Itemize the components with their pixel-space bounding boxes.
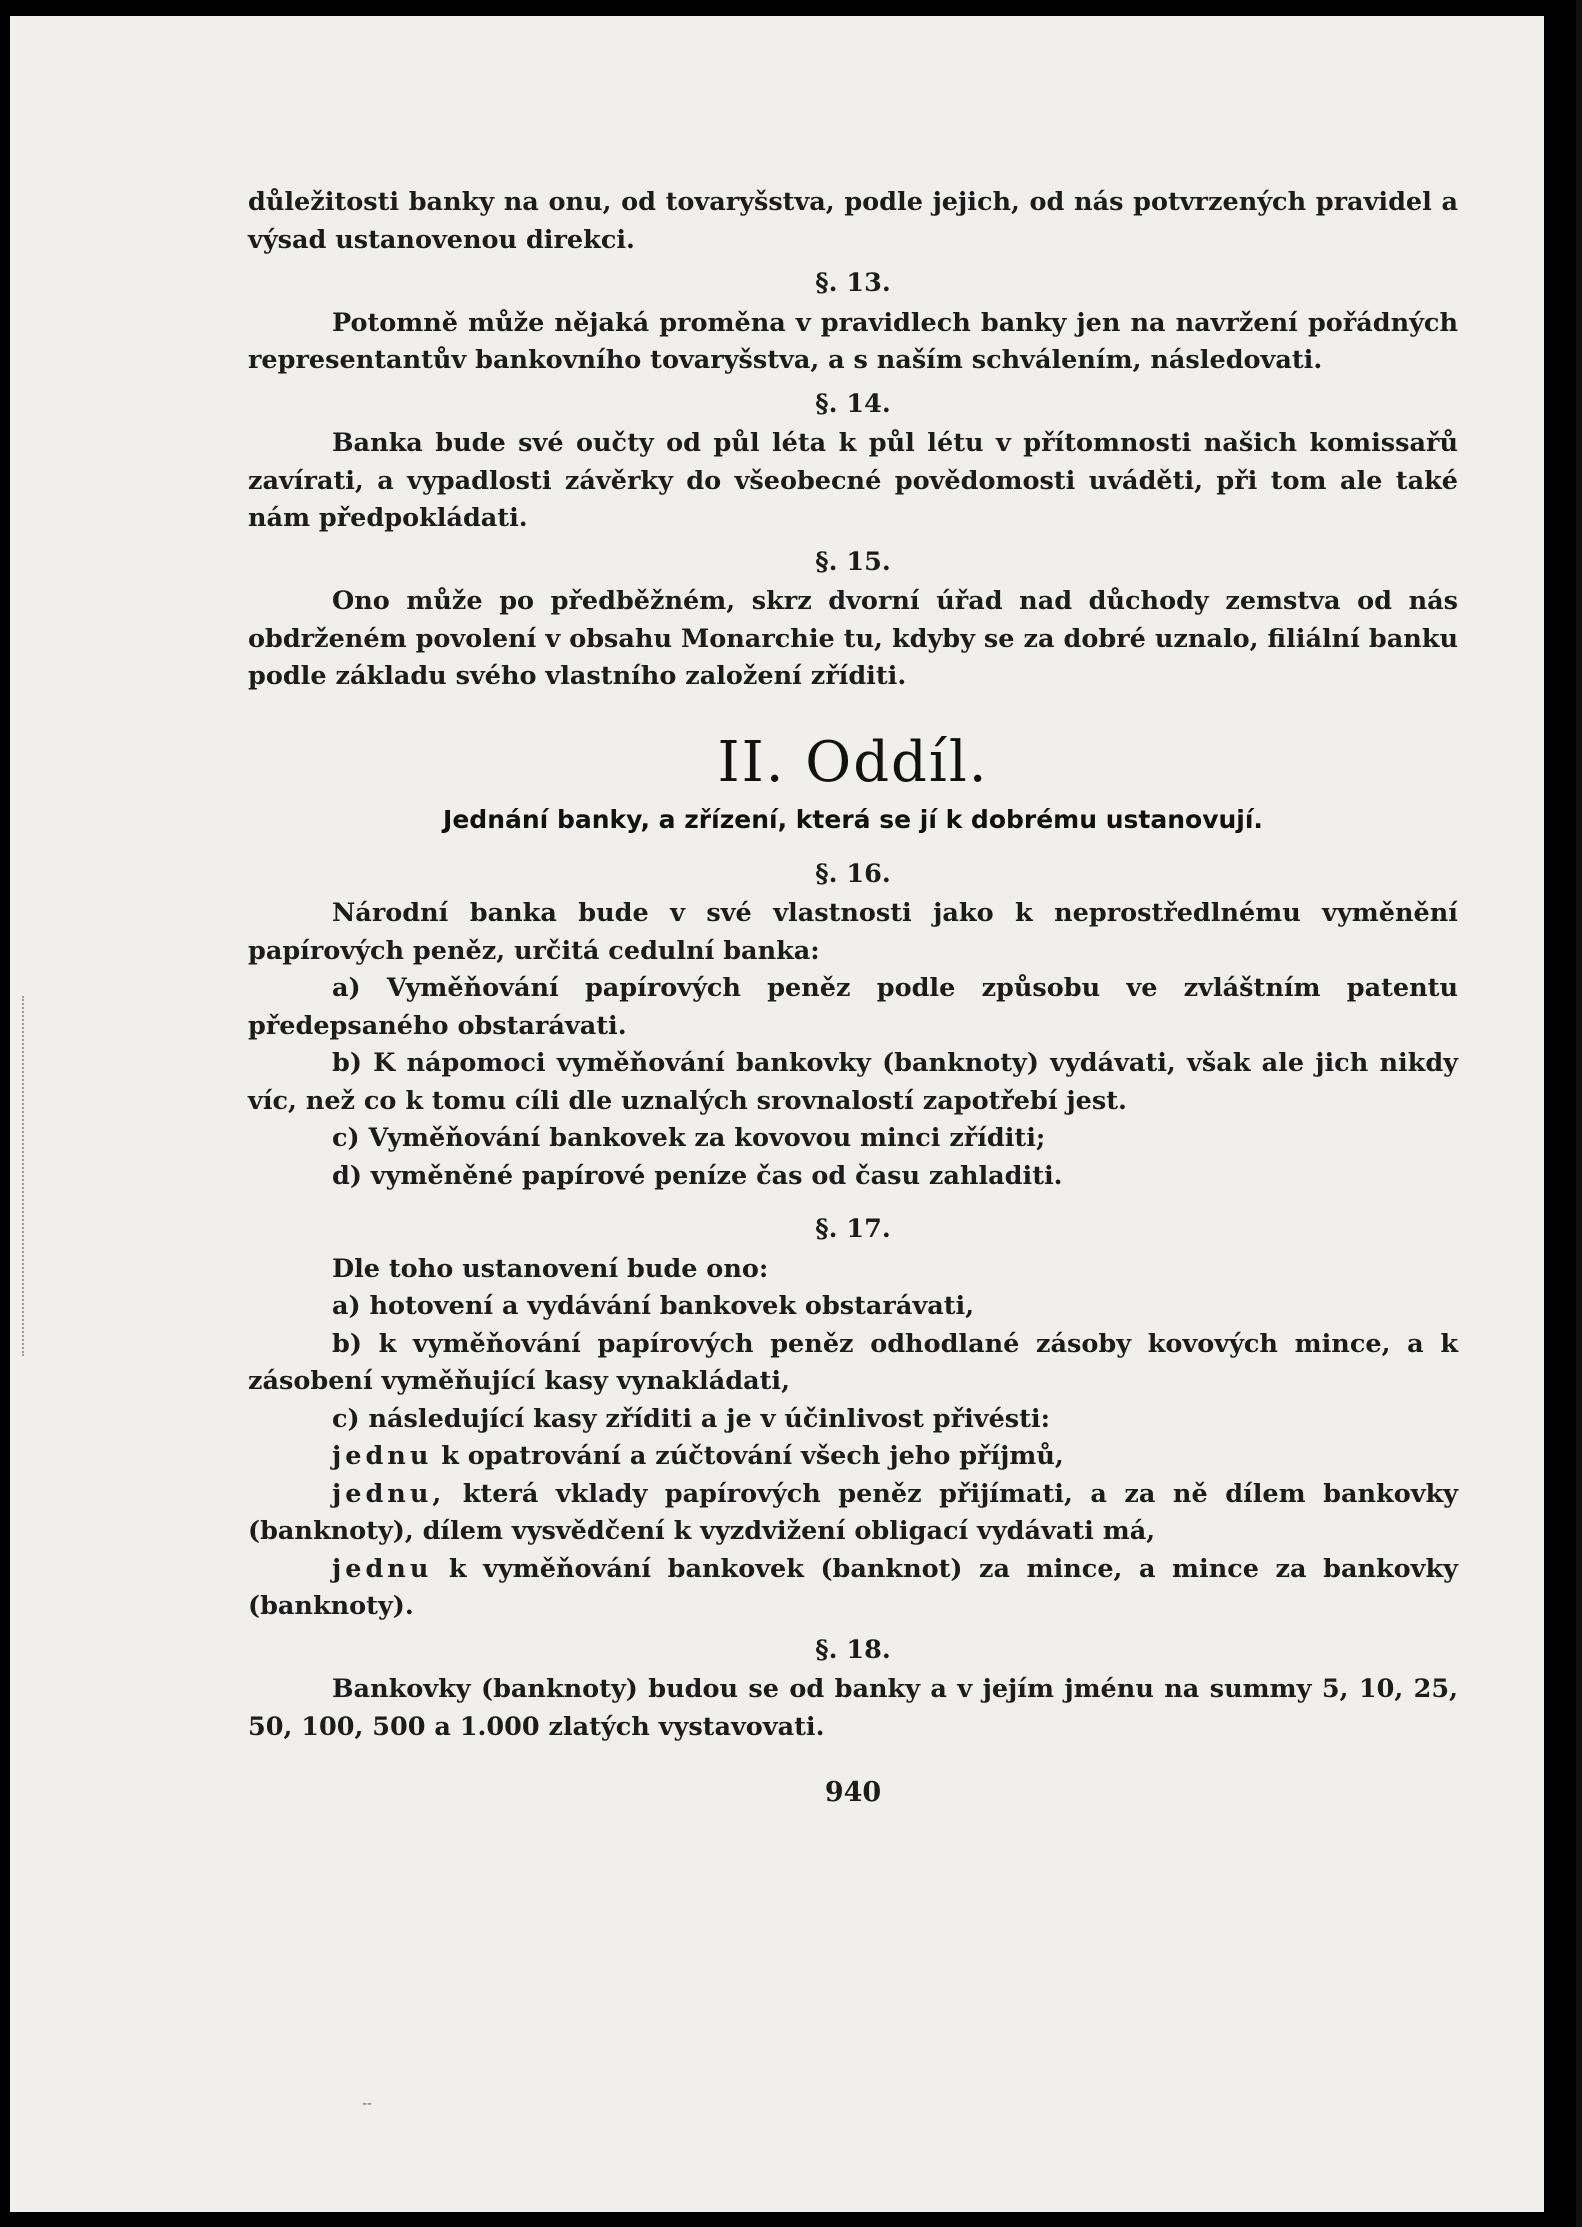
paragraph-17-b: b) k vyměňování papírových peněz odhodlané zásoby kovových mince, a k zásobení vyměňující kasy vynakládati, <box>248 1328 1458 1396</box>
page-edge-shadow <box>1576 0 1582 2227</box>
spaced-word: jednu, <box>332 1478 446 1509</box>
paragraph-16-intro: Národní banka bude v své vlastnosti jako k neprostředlnému vyměnění papírových peněz, určitá cedulní banka: <box>248 898 1458 966</box>
paragraph-18: Bankovky (banknoty) budou se od banky a v jejím jménu na summy 5, 10, 25, 50, 100, 500 a 1.000 zlatých vystavovati. <box>248 1674 1458 1742</box>
paragraph-15: Ono může po předběžném, skrz dvorní úřad nad důchody zemstva od nás obdrženém povolení v obsahu Monarchie tu, kdyby se za dobré uznalo, filiální banku podle základu svého vlastního založení zříditi. <box>248 586 1458 691</box>
paragraph-17-c: c) následující kasy zříditi a je v účinlivost přivésti: <box>332 1403 1051 1434</box>
page-sheet <box>10 16 1544 2212</box>
section-18-label: §. 18. <box>815 1634 891 1665</box>
spaced-word: jednu <box>332 1441 433 1471</box>
section-15-label: §. 15. <box>815 546 891 577</box>
stray-mark: -- <box>362 2096 373 2112</box>
paragraph-16-d: d) vyměněné papírové peníze čas od času zahladiti. <box>332 1160 1063 1191</box>
section-13-label: §. 13. <box>815 268 891 298</box>
paragraph-rest: k opatrování a zúčtování všech jeho příjmů, <box>432 1441 1064 1471</box>
paragraph-16-c: c) Vyměňování bankovek za kovovou minci zříditi; <box>332 1123 1046 1153</box>
page-number: 940 <box>824 1777 882 1808</box>
binding-edge <box>22 996 27 1356</box>
paragraph-rest: která vklady papírových peněz přijímati, a za ně dílem bankovky (banknoty), dílem vysvědčení k vyzdvižení obligací vydávati má, <box>248 1478 1458 1546</box>
section-17-label: §. 17. <box>815 1214 891 1244</box>
paragraph-17-a: a) hotovení a vydávání bankovek obstarávati, <box>332 1291 975 1321</box>
paragraph-17-jednu-1 <box>248 1438 1458 1476</box>
paragraph-17-intro: Dle toho ustanovení bude ono: <box>332 1253 769 1284</box>
part-subheading: Jednání banky, a zřízení, která se jí k dobrému ustanovují. <box>443 804 1263 834</box>
paragraph-13: Potomně může nějaká proměna v pravidlech banky jen na navržení pořádných representantův bankovního tovaryšstva, a s naším schválením, následovati. <box>248 307 1458 375</box>
paragraph-continued: důležitosti banky na onu, od tovaryšstva, podle jejich, od nás potvrzených pravidel a výsad ustanovenou direkci. <box>248 187 1458 255</box>
paragraph-rest: k vyměňování bankovek (banknot) za mince, a mince za bankovky (banknoty). <box>248 1553 1458 1621</box>
section-16-label: §. 16. <box>815 858 891 889</box>
paragraph-17-jednu-2 <box>248 1476 1458 1551</box>
paragraph-17-jednu-3 <box>248 1551 1458 1626</box>
paragraph-16-b: b) K nápomoci vyměňování bankovky (banknoty) vydávati, však ale jich nikdy víc, než co k tomu cíli dle uznalých srovnalostí zapotřebí jest. <box>248 1048 1458 1116</box>
page-text-block <box>248 184 1458 1812</box>
paragraph-16-a: a) Vyměňování papírových peněz podle způsobu ve zvláštním patentu předepsaného obstarávati. <box>248 973 1458 1041</box>
spaced-word: jednu <box>332 1553 433 1584</box>
paragraph-14: Banka bude své oučty od půl léta k půl létu v přítomnosti našich komissařů zavírati, a vypadlosti závěrky do všeobecné povědomosti uváděti, při tom ale také nám předpokládati. <box>248 428 1458 533</box>
section-14-label: §. 14. <box>815 388 891 419</box>
part-heading: II. Oddíl. <box>717 729 989 795</box>
